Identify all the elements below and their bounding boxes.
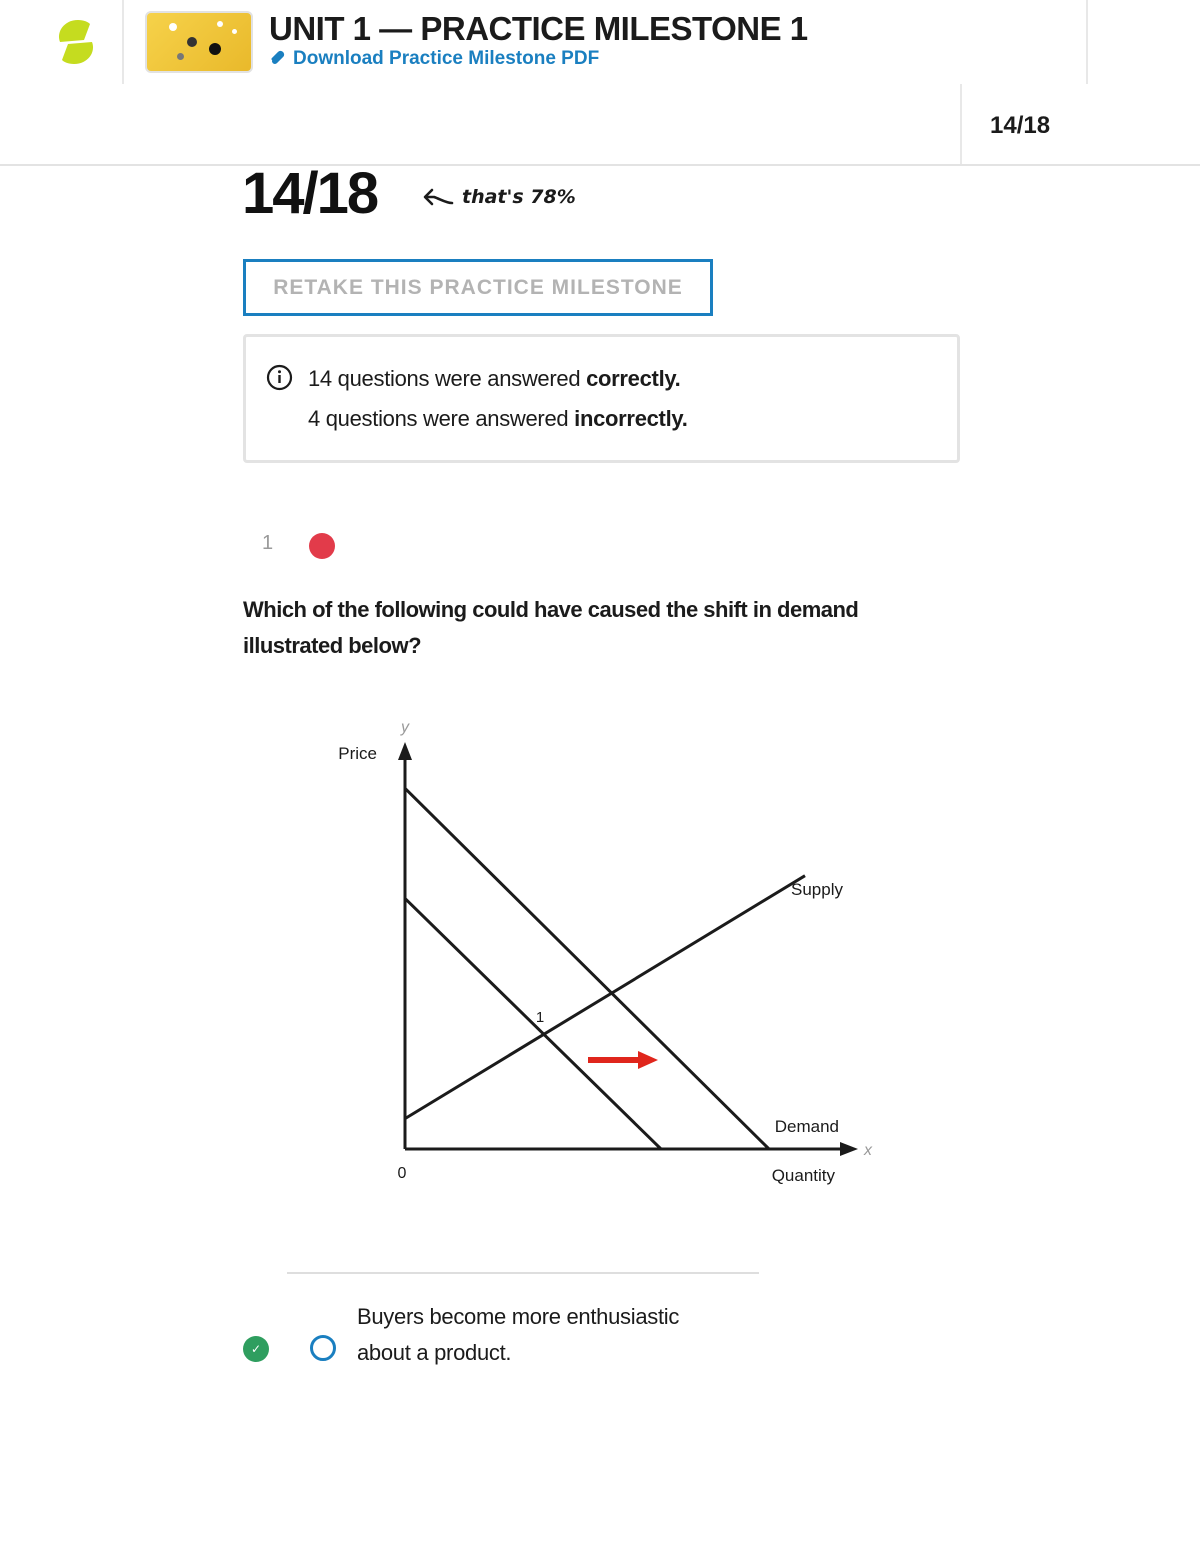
curved-arrow-icon [422, 185, 454, 209]
answer-divider [287, 1272, 759, 1274]
correct-summary-word: correctly. [586, 366, 681, 391]
supply-label: Supply [791, 880, 843, 899]
answer-text[interactable]: Buyers become more enthusiastic about a product. [357, 1304, 680, 1365]
question-number: 1 [262, 532, 274, 554]
series-line-supply [405, 876, 805, 1119]
correct-answer-check-icon: ✓ [243, 1336, 269, 1362]
origin-label: 0 [397, 1165, 407, 1182]
unit-thumbnail [145, 11, 253, 73]
series-line-demand-original [405, 898, 661, 1149]
incorrect-summary [308, 406, 688, 432]
percent-text: that's 78% [462, 186, 576, 208]
answer-radio[interactable] [310, 1335, 336, 1361]
score-display: 14/18 [242, 161, 378, 226]
download-pdf-link[interactable] [269, 48, 599, 70]
retake-button[interactable]: RETAKE THIS PRACTICE MILESTONE [243, 259, 713, 316]
incorrect-summary-prefix: 4 questions were answered [308, 406, 575, 431]
correct-summary-prefix: 14 questions were answered [308, 366, 587, 391]
score-counter: 14/18 [990, 112, 1051, 139]
percent-annotation [422, 185, 576, 209]
incorrect-summary-word: incorrectly. [574, 406, 688, 431]
x-axis-label: Quantity [771, 1166, 835, 1185]
score-divider [960, 84, 962, 166]
question-text: Which of the following could have caused the shift in demand illustrated below? [243, 597, 859, 658]
incorrect-status-dot [309, 533, 335, 559]
demand-label: Demand [774, 1117, 839, 1136]
results-summary-box [243, 334, 960, 463]
header-divider [1086, 0, 1088, 84]
info-icon [266, 364, 293, 391]
download-pdf-label: Download Practice Milestone PDF [293, 48, 600, 69]
equilibrium-label: 1 [535, 1009, 545, 1026]
header-divider [122, 0, 124, 84]
sophia-logo-icon[interactable] [54, 14, 98, 70]
correct-summary [308, 366, 681, 392]
page-title: UNIT 1 — PRACTICE MILESTONE 1 [269, 10, 808, 47]
supply-demand-chart [300, 700, 900, 1200]
x-axis-symbol: x [864, 1142, 872, 1159]
shift-arrow-icon [638, 1051, 658, 1069]
x-axis-arrowhead [840, 1142, 858, 1156]
series-line-demand [405, 788, 769, 1149]
header-bottom-divider [0, 164, 1200, 166]
paperclip-icon [269, 50, 287, 68]
y-axis-label: Price [338, 744, 377, 763]
y-axis-symbol: y [401, 719, 409, 736]
y-axis-arrowhead [398, 742, 412, 760]
